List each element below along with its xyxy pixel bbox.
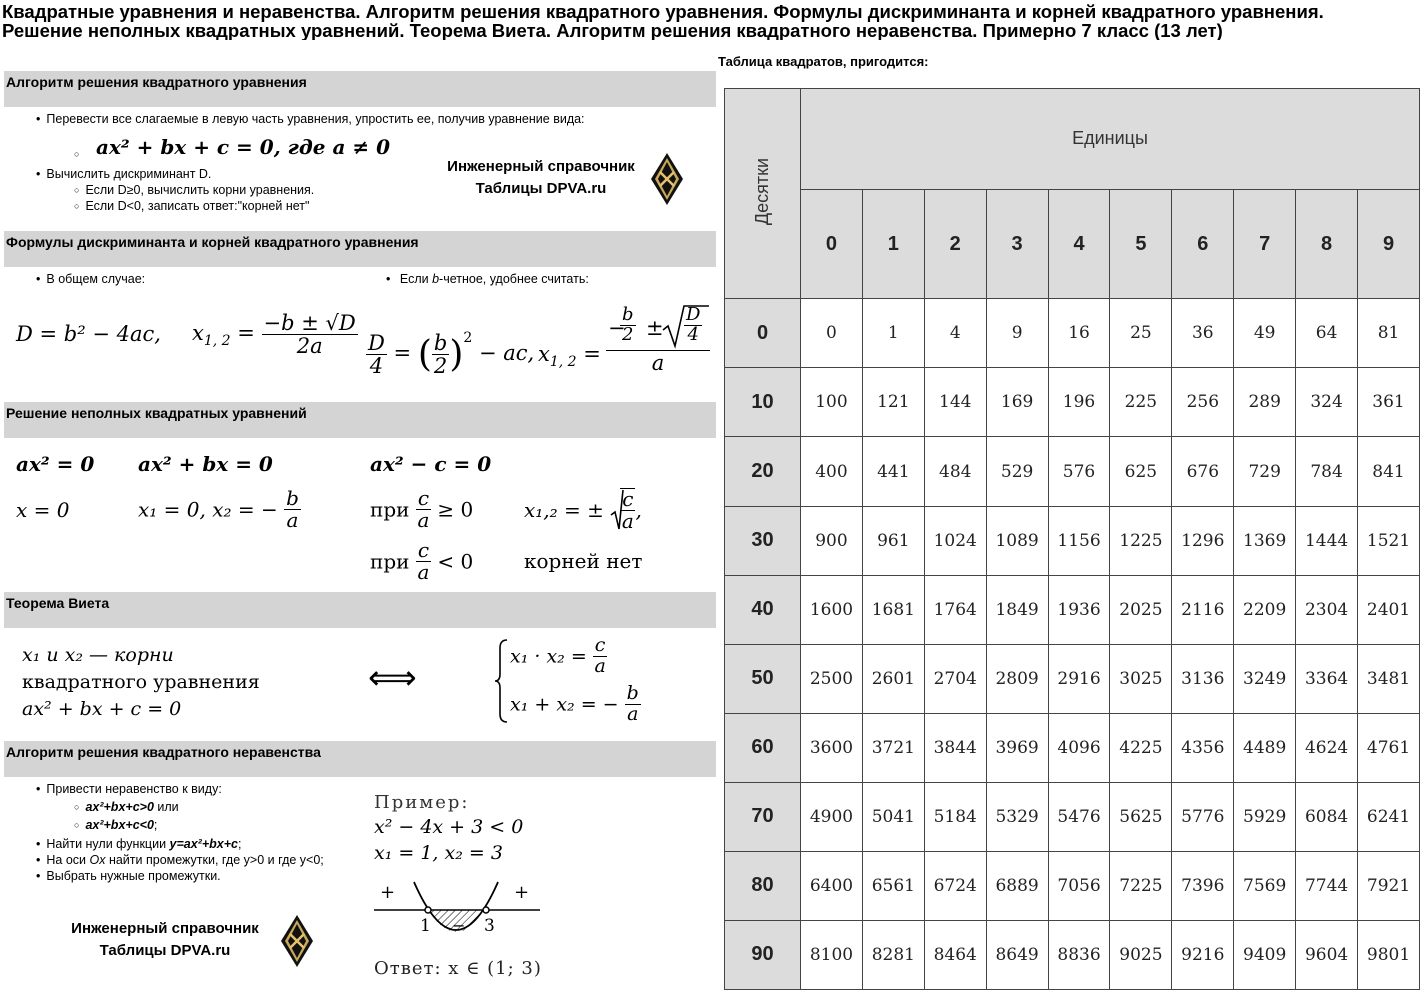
reduced-x-sub: 1, 2 <box>549 354 577 371</box>
c-over-a <box>416 488 431 531</box>
frac-c: c <box>417 486 430 510</box>
units-column-header: 2 <box>924 189 986 299</box>
inequality-form-1 <box>74 800 179 814</box>
square-value-cell: 64 <box>1296 299 1358 368</box>
square-value-cell: 1089 <box>986 506 1048 575</box>
square-value-cell: 36 <box>1172 299 1234 368</box>
reduced-x: x <box>538 342 550 366</box>
d4-num: D <box>368 330 385 355</box>
square-value-cell: 4489 <box>1234 713 1296 782</box>
table-row <box>725 575 1420 644</box>
sign-plus-right: + <box>514 882 530 903</box>
square-value-cell: 900 <box>801 506 863 575</box>
table-row <box>725 644 1420 713</box>
tens-row-header: 80 <box>725 851 801 920</box>
incomplete-b-over-a <box>284 488 301 531</box>
roots-pm-sqrt <box>524 488 642 532</box>
form-1-tail: или <box>153 800 179 814</box>
section-algorithm-header <box>4 71 716 107</box>
reduced-b: b <box>622 304 634 325</box>
reduced-b-over-2 <box>620 306 636 345</box>
square-value-cell: 9 <box>986 299 1048 368</box>
square-value-cell: 8836 <box>1048 920 1110 989</box>
square-value-cell: 7396 <box>1172 851 1234 920</box>
ac-tail: − ac, <box>478 341 535 365</box>
vieta-sum <box>510 684 641 725</box>
title-line-1: Квадратные уравнения и неравенства. Алгоритм решения квадратного уравнения. Формулы дискриминанта и корней квадратного уравнения. <box>2 2 1324 22</box>
example-roots: x₁ = 1, x₂ = 3 <box>374 842 503 864</box>
tens-row-header: 50 <box>725 644 801 713</box>
roots-formula <box>192 312 358 357</box>
tens-row-header: 60 <box>725 713 801 782</box>
tens-row-header: 70 <box>725 782 801 851</box>
square-value-cell: 100 <box>801 368 863 437</box>
square-value-cell: 1 <box>862 299 924 368</box>
x12pm-label: x₁,₂ = ± <box>524 498 604 522</box>
tens-header <box>725 89 801 299</box>
algorithm-equation-marker <box>74 147 85 161</box>
square-value-cell: 5329 <box>986 782 1048 851</box>
square-value-cell: 3844 <box>924 713 986 782</box>
square-value-cell: 5476 <box>1048 782 1110 851</box>
frac-b: b <box>286 486 299 510</box>
reduced-d-over-4 <box>684 306 702 345</box>
brand-logo-icon <box>280 914 314 968</box>
equivalence-arrow-icon: ⟺ <box>368 659 417 697</box>
b-over-2 <box>432 332 449 377</box>
s2-func: y=ax²+bx+c <box>169 837 238 851</box>
units-column-header: 3 <box>986 189 1048 299</box>
section-inequality-header <box>4 741 716 777</box>
square-value-cell: 1225 <box>1110 506 1172 575</box>
incomplete-root-2-text: x₁ = 0, x₂ = − <box>138 497 278 522</box>
square-value-cell: 2500 <box>801 644 863 713</box>
square-value-cell: 4900 <box>801 782 863 851</box>
square-value-cell: 121 <box>862 368 924 437</box>
square-value-cell: 1849 <box>986 575 1048 644</box>
units-column-header: 9 <box>1358 189 1420 299</box>
comma: , <box>635 498 642 522</box>
reduced-d: D <box>686 304 701 325</box>
vieta-line-2: квадратного уравнения <box>22 671 260 693</box>
tens-row-header: 20 <box>725 437 801 506</box>
vieta-b: b <box>626 682 639 704</box>
square-value-cell: 484 <box>924 437 986 506</box>
square-value-cell: 4624 <box>1296 713 1358 782</box>
s3-post: найти промежутки, где y>0 и где y<0; <box>105 853 324 867</box>
square-value-cell: 8464 <box>924 920 986 989</box>
inequality-form-2 <box>74 818 157 832</box>
vieta-product-lhs: x₁ · x₂ = <box>510 645 587 668</box>
table-row <box>725 713 1420 782</box>
vieta-a2: a <box>627 702 639 725</box>
algorithm-step-1: • Перевести все слагаемые в левую часть уравнения, упростить ее, получив уравнение вида: <box>36 112 585 126</box>
reduced-roots-fraction <box>606 306 710 375</box>
discriminant-formula: D = b² − 4ac, <box>16 322 161 346</box>
square-value-cell: 961 <box>862 506 924 575</box>
pri-label-2: при <box>370 549 410 574</box>
incomplete-root-1: x = 0 <box>16 498 70 522</box>
square-value-cell: 441 <box>862 437 924 506</box>
brand-line-1: Инженерный справочник <box>71 920 259 937</box>
square-value-cell: 144 <box>924 368 986 437</box>
square-value-cell: 2116 <box>1172 575 1234 644</box>
section-heading: Решение неполных квадратных уравнений <box>6 405 307 421</box>
units-column-header: 4 <box>1048 189 1110 299</box>
square-value-cell: 729 <box>1234 437 1296 506</box>
square-value-cell: 0 <box>801 299 863 368</box>
square-value-cell: 225 <box>1110 368 1172 437</box>
reduced-discriminant-formula <box>366 330 534 377</box>
b2-den: 2 <box>433 354 448 378</box>
reduced-4: 4 <box>687 323 699 345</box>
units-column-header: 8 <box>1296 189 1358 299</box>
square-value-cell: 3481 <box>1358 644 1420 713</box>
section-heading: Алгоритм решения квадратного неравенства <box>6 744 321 760</box>
frac-a2: a <box>417 508 430 532</box>
tens-row-header: 30 <box>725 506 801 575</box>
page-title <box>2 2 1426 40</box>
vieta-product <box>510 636 607 677</box>
reduced-2: 2 <box>622 323 634 345</box>
brand-line-1: Инженерный справочник <box>447 158 635 175</box>
d4-eq: = <box>393 341 412 365</box>
form-1: ax²+bx+c>0 <box>85 800 154 814</box>
vieta-sum-lhs: x₁ + x₂ = − <box>510 693 619 716</box>
square-value-cell: 9409 <box>1234 920 1296 989</box>
condition-lt0 <box>370 540 473 583</box>
units-column-header: 0 <box>801 189 863 299</box>
s2-pre: Найти нули функции <box>46 837 170 851</box>
reduced-eq: = <box>583 342 601 366</box>
square-value-cell: 5929 <box>1234 782 1296 851</box>
square-value-cell: 7921 <box>1358 851 1420 920</box>
vieta-line-1: x₁ и x₂ — корни <box>22 644 174 666</box>
square-value-cell: 1764 <box>924 575 986 644</box>
square-value-cell: 1156 <box>1048 506 1110 575</box>
example-answer: Ответ: x ∈ (1; 3) <box>374 958 542 979</box>
paren-close: ) <box>449 334 464 375</box>
formulas-even-label <box>386 272 589 286</box>
square-value-cell: 2025 <box>1110 575 1172 644</box>
square-value-cell: 5776 <box>1172 782 1234 851</box>
square-value-cell: 1521 <box>1358 506 1420 575</box>
square-value-cell: 841 <box>1358 437 1420 506</box>
square-value-cell: 5184 <box>924 782 986 851</box>
vieta-c: c <box>594 634 606 656</box>
algorithm-case-1: ○ Если D≥0, вычислить корни уравнения. <box>74 183 314 197</box>
even-post: -четное, удобнее считать: <box>439 272 589 286</box>
table-row <box>725 920 1420 989</box>
reduced-pm: ± <box>646 316 664 340</box>
roots-numerator: −b ± √D <box>263 311 356 335</box>
vieta-c-over-a <box>593 636 608 677</box>
table-row <box>725 851 1420 920</box>
table-row <box>725 299 1420 368</box>
square-value-cell: 49 <box>1234 299 1296 368</box>
brand-logo-icon <box>650 152 684 206</box>
tens-row-header: 40 <box>725 575 801 644</box>
no-roots-label: корней нет <box>524 549 643 573</box>
algorithm-step-2: • Вычислить дискриминант D. <box>36 167 211 181</box>
form-2: ax²+bx+c<0 <box>85 818 154 832</box>
square-value-cell: 6241 <box>1358 782 1420 851</box>
frac-a: a <box>286 508 299 532</box>
square-value-cell: 289 <box>1234 368 1296 437</box>
b2-num: b <box>433 330 448 355</box>
square-value-cell: 8649 <box>986 920 1048 989</box>
square-value-cell: 1369 <box>1234 506 1296 575</box>
ge0-label: ≥ 0 <box>437 497 474 522</box>
square-value-cell: 1936 <box>1048 575 1110 644</box>
square-value-cell: 5041 <box>862 782 924 851</box>
square-value-cell: 16 <box>1048 299 1110 368</box>
squares-caption: Таблица квадратов, пригодится: <box>718 54 929 69</box>
tens-row-header: 0 <box>725 299 801 368</box>
square-value-cell: 4096 <box>1048 713 1110 782</box>
squares-table <box>724 88 1420 990</box>
system-brace-icon <box>494 638 508 724</box>
incomplete-root-2 <box>138 488 301 531</box>
square-value-cell: 1024 <box>924 506 986 575</box>
square-value-cell: 4 <box>924 299 986 368</box>
square-value-cell: 1600 <box>801 575 863 644</box>
d-over-4 <box>366 332 387 377</box>
square-value-cell: 256 <box>1172 368 1234 437</box>
square-value-cell: 9604 <box>1296 920 1358 989</box>
square-value-cell: 6889 <box>986 851 1048 920</box>
even-pre: Если <box>399 272 433 286</box>
root-label-1: 1 <box>420 916 431 936</box>
units-column-header: 7 <box>1234 189 1296 299</box>
square-value-cell: 6084 <box>1296 782 1358 851</box>
square-value-cell: 3721 <box>862 713 924 782</box>
roots-x: x <box>192 321 204 346</box>
square-value-cell: 2209 <box>1234 575 1296 644</box>
incomplete-eq-3: ax² − c = 0 <box>370 452 492 476</box>
square-value-cell: 6400 <box>801 851 863 920</box>
vieta-a: a <box>594 654 606 677</box>
inequality-step-4: • Выбрать нужные промежутки. <box>36 869 221 883</box>
table-row <box>725 782 1420 851</box>
brand-line-2: Таблицы DPVA.ru <box>475 180 607 197</box>
square-value-cell: 9801 <box>1358 920 1420 989</box>
c-over-a-2 <box>416 540 431 583</box>
square-value-cell: 9025 <box>1110 920 1172 989</box>
square-value-cell: 2401 <box>1358 575 1420 644</box>
form-2-tail: ; <box>153 818 158 832</box>
square-value-cell: 2304 <box>1296 575 1358 644</box>
section-incomplete-header <box>4 402 716 438</box>
square-value-cell: 196 <box>1048 368 1110 437</box>
vieta-line-3: ax² + bx + c = 0 <box>22 698 182 720</box>
square-value-cell: 676 <box>1172 437 1234 506</box>
square-value-cell: 576 <box>1048 437 1110 506</box>
square-value-cell: 2704 <box>924 644 986 713</box>
tens-row-header: 10 <box>725 368 801 437</box>
incomplete-eq-1: ax² = 0 <box>16 452 95 476</box>
algorithm-case-2: ○ Если D<0, записать ответ:"корней нет" <box>74 199 309 213</box>
square-value-cell: 7744 <box>1296 851 1358 920</box>
roots-denominator: 2a <box>296 334 323 359</box>
frac-c2: c <box>622 487 634 511</box>
reduced-denominator: a <box>651 351 665 375</box>
square-value-cell: 3969 <box>986 713 1048 782</box>
tens-row-header: 90 <box>725 920 801 989</box>
vieta-b-over-a <box>625 684 641 725</box>
square-value-cell: 1296 <box>1172 506 1234 575</box>
square-value-cell: 3025 <box>1110 644 1172 713</box>
table-row <box>725 437 1420 506</box>
square-value-cell: 3364 <box>1296 644 1358 713</box>
sign-plus-left: + <box>380 882 396 903</box>
square-value-cell: 4761 <box>1358 713 1420 782</box>
square-value-cell: 81 <box>1358 299 1420 368</box>
frac-c3: c <box>417 538 430 562</box>
table-row <box>725 506 1420 575</box>
section-vieta-header <box>4 592 716 628</box>
units-column-header: 6 <box>1172 189 1234 299</box>
inequality-step-2 <box>36 837 241 851</box>
square-exponent: 2 <box>463 330 473 346</box>
section-formulas-header <box>4 231 716 267</box>
roots-x-sub: 1, 2 <box>203 333 231 350</box>
square-value-cell: 361 <box>1358 368 1420 437</box>
s3-ox: Ox <box>89 853 106 867</box>
paren-open: ( <box>417 334 432 375</box>
even-b: b <box>432 272 440 286</box>
condition-ge0 <box>370 488 473 531</box>
vieta-statement <box>22 642 260 723</box>
square-value-cell: 324 <box>1296 368 1358 437</box>
square-value-cell: 3136 <box>1172 644 1234 713</box>
inequality-step-1: • Привести неравенство к виду: <box>36 782 222 796</box>
square-value-cell: 8100 <box>801 920 863 989</box>
frac-a4: a <box>417 560 430 584</box>
units-column-header: 5 <box>1110 189 1172 299</box>
reduced-roots-lhs <box>538 342 601 370</box>
root-label-3: 3 <box>484 916 495 936</box>
brand-block <box>436 156 646 200</box>
reduced-minus: − <box>608 316 626 340</box>
units-header: Единицы <box>801 89 1420 190</box>
square-value-cell: 3249 <box>1234 644 1296 713</box>
example-inequality: x² − 4x + 3 < 0 <box>374 816 524 838</box>
square-value-cell: 25 <box>1110 299 1172 368</box>
algorithm-equation: ax² + bx + c = 0, где a ≠ 0 <box>96 135 391 159</box>
square-value-cell: 5625 <box>1110 782 1172 851</box>
title-line-2: Решение неполных квадратных уравнений. Теорема Виета. Алгоритм решения квадратного неравенства. Примерно 7 класс (13 лет) <box>2 20 1223 40</box>
square-value-cell: 169 <box>986 368 1048 437</box>
square-value-cell: 784 <box>1296 437 1358 506</box>
section-heading: Алгоритм решения квадратного уравнения <box>6 74 307 90</box>
incomplete-eq-2: ax² + bx = 0 <box>138 452 273 476</box>
square-value-cell: 1444 <box>1296 506 1358 575</box>
square-value-cell: 625 <box>1110 437 1172 506</box>
brand-line-2: Таблицы DPVA.ru <box>99 942 231 959</box>
square-value-cell: 3600 <box>801 713 863 782</box>
section-heading: Формулы дискриминанта и корней квадратного уравнения <box>6 234 419 250</box>
square-value-cell: 2809 <box>986 644 1048 713</box>
square-value-cell: 4225 <box>1110 713 1172 782</box>
s3-pre: На оси <box>46 853 90 867</box>
square-value-cell: 7225 <box>1110 851 1172 920</box>
table-row <box>725 368 1420 437</box>
d4-den: 4 <box>369 354 384 378</box>
brand-block <box>60 918 270 962</box>
roots-eq: = <box>237 321 255 346</box>
tens-label: Десятки <box>752 157 772 225</box>
formulas-general-label: • В общем случае: <box>36 272 145 286</box>
square-value-cell: 8281 <box>862 920 924 989</box>
square-value-cell: 529 <box>986 437 1048 506</box>
square-value-cell: 4356 <box>1172 713 1234 782</box>
sign-minus: − <box>452 916 466 935</box>
square-value-cell: 400 <box>801 437 863 506</box>
frac-a3: a <box>621 509 634 533</box>
reduced-numerator <box>606 306 710 351</box>
inequality-step-3 <box>36 853 324 867</box>
square-value-cell: 6724 <box>924 851 986 920</box>
lt0-label: < 0 <box>437 549 474 574</box>
section-heading: Теорема Виета <box>6 595 110 611</box>
pri-label: при <box>370 497 410 522</box>
square-value-cell: 7569 <box>1234 851 1296 920</box>
units-column-header: 1 <box>862 189 924 299</box>
square-value-cell: 2916 <box>1048 644 1110 713</box>
sqrt-c-over-a <box>620 488 635 532</box>
square-value-cell: 9216 <box>1172 920 1234 989</box>
square-value-cell: 7056 <box>1048 851 1110 920</box>
square-value-cell: 6561 <box>862 851 924 920</box>
square-value-cell: 2601 <box>862 644 924 713</box>
roots-fraction <box>262 312 358 357</box>
square-value-cell: 1681 <box>862 575 924 644</box>
s2-post: ; <box>238 837 242 851</box>
example-title: Пример: <box>374 792 470 813</box>
